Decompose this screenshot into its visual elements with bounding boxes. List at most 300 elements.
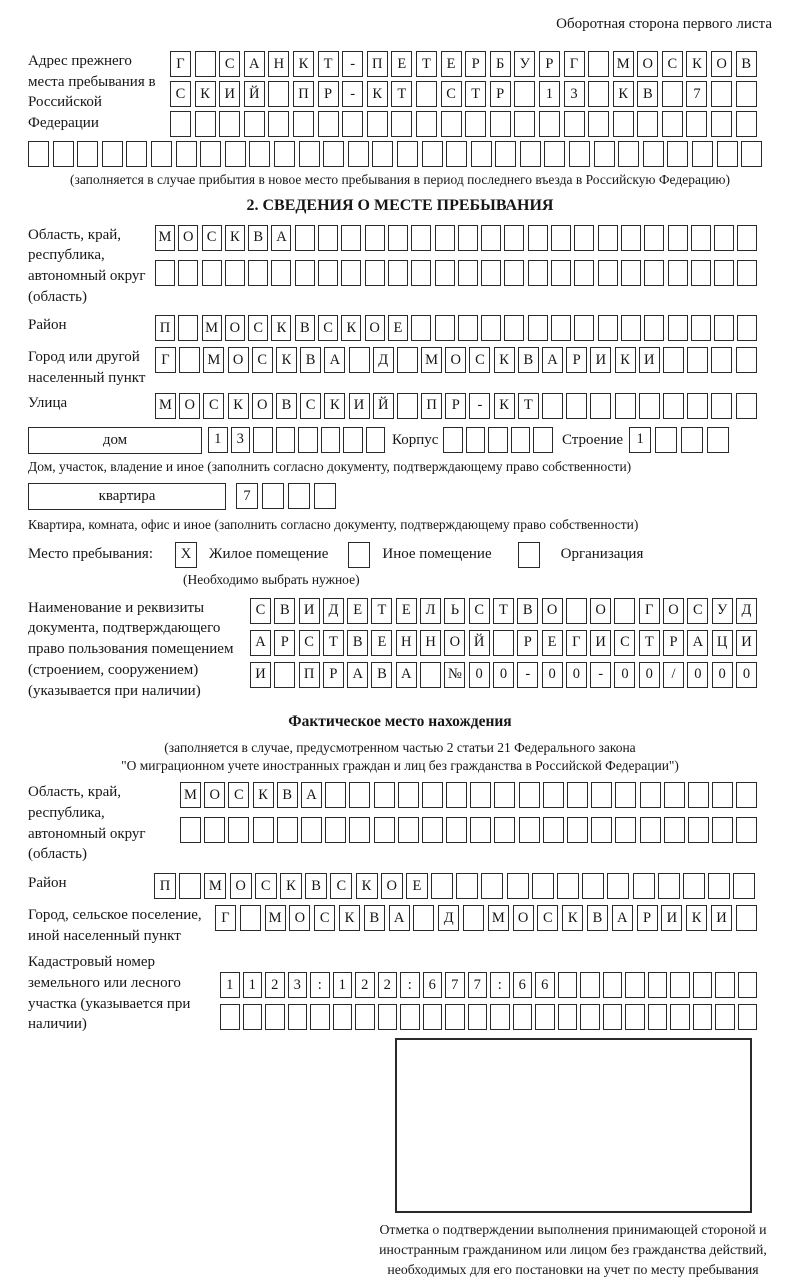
char-box [736, 393, 757, 419]
char-box: О [663, 598, 684, 624]
char-box: С [330, 873, 352, 899]
char-box: А [271, 225, 291, 251]
char-box: С [250, 598, 271, 624]
char-box [580, 972, 600, 998]
char-box: Ц [712, 630, 733, 656]
char-box [470, 817, 491, 843]
char-box [348, 141, 369, 167]
char-box: М [204, 873, 226, 899]
char-box [268, 111, 289, 137]
char-box [615, 782, 636, 808]
char-box: Г [170, 51, 191, 77]
char-box: У [712, 598, 733, 624]
char-box [566, 393, 587, 419]
char-box: Д [438, 905, 459, 931]
char-box [301, 817, 322, 843]
char-box: 6 [423, 972, 443, 998]
char-box [644, 260, 664, 286]
city-cells [155, 347, 760, 388]
char-box: Е [396, 598, 417, 624]
char-box: С [228, 782, 249, 808]
actual-region-cell-rows [180, 782, 761, 865]
char-box [551, 260, 571, 286]
char-box [712, 817, 733, 843]
char-box: Т [371, 598, 392, 624]
char-box: Р [637, 905, 658, 931]
char-box: О [228, 347, 249, 373]
char-box: С [252, 347, 273, 373]
char-box: С [248, 315, 268, 341]
district-label: Район [28, 317, 67, 334]
document-row-1 [250, 598, 760, 624]
char-box: : [310, 972, 330, 998]
char-box: Р [445, 393, 466, 419]
char-box [435, 315, 455, 341]
char-box: Г [155, 347, 176, 373]
char-box: О [365, 315, 385, 341]
region-cell-rows [155, 225, 761, 308]
char-box: А [301, 782, 322, 808]
char-box [528, 315, 548, 341]
char-box [411, 225, 431, 251]
region-row [28, 225, 772, 308]
char-box [737, 315, 757, 341]
char-box [397, 141, 418, 167]
char-box: П [299, 662, 320, 688]
char-box [420, 662, 441, 688]
char-box [365, 225, 385, 251]
char-box [738, 972, 758, 998]
char-box: К [341, 315, 361, 341]
stamp-caption: Отметка о подтверждении выполнения принимающей стороной и иностранным гражданином или лицом без гражданства действий, необходимых для его постановки на учет по месту пребывания [379, 1222, 767, 1277]
char-box: К [686, 905, 707, 931]
char-box [542, 393, 563, 419]
char-box [520, 141, 541, 167]
char-box [528, 260, 548, 286]
char-box: О [179, 393, 200, 419]
cadastre-label: Кадастровый номер земельного или лесного участка (указывается при наличии) [28, 954, 191, 1033]
char-box [295, 260, 315, 286]
actual-city-row [28, 905, 772, 946]
char-box: 1 [629, 427, 651, 453]
char-box: 7 [468, 972, 488, 998]
char-box [715, 1004, 735, 1030]
char-box: Т [493, 598, 514, 624]
char-box [481, 873, 503, 899]
char-box [349, 782, 370, 808]
char-box [243, 1004, 263, 1030]
prev-address-caption: (заполняется в случае прибытия в новое место пребывания в период последнего въезда в Российскую Федерацию) [69, 172, 731, 187]
char-box: Р [490, 81, 511, 107]
document-row-2 [250, 630, 760, 656]
char-box: У [514, 51, 535, 77]
char-box [416, 111, 437, 137]
char-box [471, 141, 492, 167]
char-box [179, 347, 200, 373]
char-box: Р [539, 51, 560, 77]
char-box: К [339, 905, 360, 931]
char-box: М [265, 905, 286, 931]
char-box: О [381, 873, 403, 899]
char-box [544, 141, 565, 167]
char-box [314, 483, 336, 509]
char-box: О [289, 905, 310, 931]
char-box: Р [318, 81, 339, 107]
char-box: К [276, 347, 297, 373]
char-box: И [219, 81, 240, 107]
street-cells [155, 393, 760, 419]
char-box: 0 [493, 662, 514, 688]
char-box [288, 483, 310, 509]
char-box: К [225, 225, 245, 251]
char-box [178, 260, 198, 286]
char-box [456, 873, 478, 899]
char-box: Ь [444, 598, 465, 624]
char-box: 0 [687, 662, 708, 688]
char-box: К [280, 873, 302, 899]
char-box: В [300, 347, 321, 373]
char-box [228, 817, 249, 843]
char-box [736, 347, 757, 373]
district-row [28, 315, 772, 341]
char-box [388, 225, 408, 251]
house-word-box: дом [28, 427, 202, 454]
char-box [693, 972, 713, 998]
char-box [323, 141, 344, 167]
char-box [621, 260, 641, 286]
char-box [711, 81, 732, 107]
char-box: Д [373, 347, 394, 373]
char-box: 3 [288, 972, 308, 998]
char-box [341, 225, 361, 251]
char-box: Г [215, 905, 236, 931]
stay-option-organization-label: Организация [560, 546, 644, 563]
stay-type-row [28, 542, 772, 568]
char-box [349, 817, 370, 843]
char-box: Г [566, 630, 587, 656]
char-box [519, 817, 540, 843]
char-box: М [155, 393, 176, 419]
char-box: П [154, 873, 176, 899]
char-box: 2 [378, 972, 398, 998]
korpus-cells [443, 427, 556, 454]
char-box: С [299, 630, 320, 656]
char-box [220, 1004, 240, 1030]
char-box: М [613, 51, 634, 77]
char-box: И [590, 630, 611, 656]
char-box [681, 427, 703, 453]
char-box [511, 427, 531, 453]
char-box [569, 141, 590, 167]
char-box [683, 873, 705, 899]
char-box [733, 873, 755, 899]
char-box [446, 141, 467, 167]
char-box [644, 315, 664, 341]
char-box: Е [388, 315, 408, 341]
char-box [640, 817, 661, 843]
char-box [504, 315, 524, 341]
char-box: 0 [542, 662, 563, 688]
char-box [614, 598, 635, 624]
city-label: Город или другой населенный пункт [28, 349, 146, 386]
apartment-caption: Квартира, комната, офис и иное (заполнить согласно документу, подтверждающему право собственности) [28, 517, 639, 533]
char-box [621, 315, 641, 341]
char-box: 1 [243, 972, 263, 998]
char-box [179, 873, 201, 899]
char-box [662, 111, 683, 137]
char-box [658, 873, 680, 899]
char-box: О [252, 393, 273, 419]
char-box: П [293, 81, 314, 107]
char-box [603, 1004, 623, 1030]
char-box: В [248, 225, 268, 251]
char-box [458, 260, 478, 286]
char-box: - [469, 393, 490, 419]
actual-city-label: Город, сельское поселение, иной населенный пункт [28, 907, 202, 944]
char-box [180, 817, 201, 843]
char-box [458, 225, 478, 251]
char-box [355, 1004, 375, 1030]
char-box [664, 782, 685, 808]
char-box [253, 427, 273, 453]
char-box [513, 1004, 533, 1030]
char-box: Д [736, 598, 757, 624]
char-box [625, 972, 645, 998]
char-box: В [364, 905, 385, 931]
actual-location-title: Фактическое место нахождения [288, 713, 512, 731]
char-box [170, 111, 191, 137]
char-box: Л [420, 598, 441, 624]
prev-address-row-4-full [28, 141, 772, 167]
actual-region-row [28, 782, 772, 865]
char-box: Д [323, 598, 344, 624]
char-box [615, 393, 636, 419]
char-box [151, 141, 172, 167]
actual-district-cells [154, 873, 759, 899]
char-box: И [736, 630, 757, 656]
char-box: 3 [564, 81, 585, 107]
char-box [737, 260, 757, 286]
char-box: Е [391, 51, 412, 77]
char-box [202, 260, 222, 286]
char-box [367, 111, 388, 137]
char-box: В [274, 598, 295, 624]
char-box [582, 873, 604, 899]
char-box: К [228, 393, 249, 419]
char-box: Р [465, 51, 486, 77]
char-box [325, 817, 346, 843]
char-box [588, 51, 609, 77]
prev-address-row-2 [170, 81, 760, 107]
char-box [411, 260, 431, 286]
char-box [271, 260, 291, 286]
region-label: Область, край, республика, автономный округ (область) [28, 226, 146, 305]
char-box [655, 427, 677, 453]
char-box [445, 1004, 465, 1030]
char-box: М [421, 347, 442, 373]
char-box [625, 1004, 645, 1030]
char-box: Е [347, 598, 368, 624]
char-box [686, 111, 707, 137]
char-box: 7 [445, 972, 465, 998]
char-box [693, 1004, 713, 1030]
char-box [321, 427, 341, 453]
char-box [416, 81, 437, 107]
char-box [470, 782, 491, 808]
stay-type-label: Место пребывания: [28, 546, 153, 563]
char-box: Е [406, 873, 428, 899]
char-box [195, 51, 216, 77]
char-box [736, 905, 757, 931]
char-box [441, 111, 462, 137]
stay-option-other-label: Иное помещение [382, 546, 492, 563]
char-box: К [367, 81, 388, 107]
char-box: О [542, 598, 563, 624]
document-label: Наименование и реквизиты документа, подтверждающего право пользования помещением (строением, сооружением) (указывается при наличии) [28, 599, 234, 699]
char-box: Й [373, 393, 394, 419]
char-box: В [305, 873, 327, 899]
cadastre-row-1 [220, 972, 760, 998]
actual-district-row [28, 873, 772, 899]
char-box [178, 315, 198, 341]
char-box: С [537, 905, 558, 931]
char-box: Р [274, 630, 295, 656]
char-box: И [349, 393, 370, 419]
char-box: А [542, 347, 563, 373]
char-box: - [342, 81, 363, 107]
char-box [435, 225, 455, 251]
char-box [493, 630, 514, 656]
char-box [102, 141, 123, 167]
char-box [643, 141, 664, 167]
char-box [691, 225, 711, 251]
char-box [737, 225, 757, 251]
char-box: Р [566, 347, 587, 373]
cadastre-row [28, 952, 772, 1036]
char-box [588, 81, 609, 107]
char-box: С [441, 81, 462, 107]
char-box: Т [416, 51, 437, 77]
char-box: О [637, 51, 658, 77]
char-box: Г [564, 51, 585, 77]
char-box [668, 315, 688, 341]
char-box: Н [268, 51, 289, 77]
char-box [446, 782, 467, 808]
char-box: И [661, 905, 682, 931]
char-box [276, 427, 296, 453]
char-box: Р [323, 662, 344, 688]
char-box [670, 972, 690, 998]
char-box: А [324, 347, 345, 373]
street-row [28, 393, 772, 419]
char-box: Т [391, 81, 412, 107]
char-box: Т [518, 393, 539, 419]
char-box [615, 817, 636, 843]
char-box [397, 393, 418, 419]
char-box: № [444, 662, 465, 688]
char-box: С [202, 225, 222, 251]
char-box: В [518, 347, 539, 373]
char-box [398, 782, 419, 808]
char-box [155, 260, 175, 286]
char-box: А [250, 630, 271, 656]
char-box: И [590, 347, 611, 373]
char-box: - [342, 51, 363, 77]
char-box [341, 260, 361, 286]
char-box: С [662, 51, 683, 77]
char-box [618, 141, 639, 167]
char-box: О [711, 51, 732, 77]
char-box [598, 315, 618, 341]
char-box [598, 225, 618, 251]
char-box [603, 972, 623, 998]
char-box [372, 141, 393, 167]
char-box [488, 427, 508, 453]
char-box [551, 225, 571, 251]
char-box [435, 260, 455, 286]
char-box [446, 817, 467, 843]
char-box: С [318, 315, 338, 341]
prev-address-row-3 [170, 111, 760, 137]
char-box [662, 81, 683, 107]
char-box: 7 [236, 483, 258, 509]
char-box: - [517, 662, 538, 688]
char-box [736, 111, 757, 137]
char-box [528, 225, 548, 251]
char-box: С [300, 393, 321, 419]
char-box [310, 1004, 330, 1030]
char-box: Е [542, 630, 563, 656]
char-box: В [736, 51, 757, 77]
char-box [318, 225, 338, 251]
char-box [494, 817, 515, 843]
char-box: П [421, 393, 442, 419]
char-box: С [687, 598, 708, 624]
char-box: О [590, 598, 611, 624]
char-box [543, 782, 564, 808]
char-box [741, 141, 762, 167]
char-box [391, 111, 412, 137]
char-box: Р [517, 630, 538, 656]
char-box [711, 347, 732, 373]
char-box [225, 260, 245, 286]
char-box [691, 315, 711, 341]
char-box [422, 817, 443, 843]
char-box [507, 873, 529, 899]
stay-type-note: (Необходимо выбрать нужное) [183, 571, 360, 587]
document-row-3 [250, 662, 760, 688]
char-box: А [244, 51, 265, 77]
char-box: В [637, 81, 658, 107]
char-box: В [276, 393, 297, 419]
char-box [736, 782, 757, 808]
char-box [714, 315, 734, 341]
char-box [590, 393, 611, 419]
char-box [77, 141, 98, 167]
char-box [514, 111, 535, 137]
char-box [490, 111, 511, 137]
char-box [277, 817, 298, 843]
char-box: Б [490, 51, 511, 77]
char-box: О [445, 347, 466, 373]
char-box [481, 315, 501, 341]
char-box: П [367, 51, 388, 77]
char-box: К [324, 393, 345, 419]
char-box [333, 1004, 353, 1030]
prev-address-cell-rows [170, 51, 760, 137]
section2-title: 2. СВЕДЕНИЯ О МЕСТЕ ПРЕБЫВАНИЯ [246, 196, 554, 214]
char-box [637, 111, 658, 137]
